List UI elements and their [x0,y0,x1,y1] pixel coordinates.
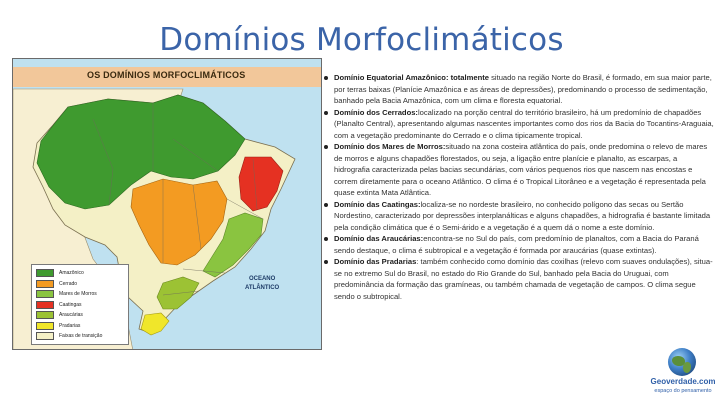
legend-swatch [36,290,54,298]
bullet-title: Domínio dos Cerrados: [334,107,418,117]
bullet-text: situado na região Norte do Brasil, é formado, em sua maior parte, por terras baixas (Planície Amazônica e as áreas de depressões), predominando o processo de sedimentação, banhado pela Bacia Amazônica, com um clima e floresta equatorial. [334,73,712,105]
legend-label: Araucárias [59,312,83,319]
bullet-amazonia [322,72,714,107]
domains-description-list [322,72,714,302]
legend-label: Mares de Morros [59,291,97,298]
legend-item [36,268,124,279]
logo-name: Geoverdade.com [650,377,716,386]
bullet-text: encontra-se no Sul do país, com predomínio de planaltos, com a Bacia do Paraná sendo destaque, o clima é subtropical e a vegetação é formada por araucárias (quase extintas). [334,234,699,255]
bullet-cerrados [322,107,714,142]
legend-item [36,300,124,311]
bullet-title: Domínio Equatorial Amazônico: totalmente [334,73,489,82]
bullet-dot-icon [324,111,328,115]
bullet-title: Domínio das Caatingas: [334,199,421,209]
globe-icon [668,348,696,376]
map-legend [31,264,129,345]
bullet-title: Domínio dos Mares de Morros: [334,142,446,151]
bullet-araucarias [322,233,714,256]
ocean-label-line1: OCEANO [248,276,276,282]
ocean-label [245,275,279,293]
bullet-title: Domínio das Pradarias [334,257,417,266]
legend-swatch [36,301,54,309]
legend-item [36,331,124,342]
bullet-text: localiza-se no nordeste brasileiro, no conhecido polígono das secas ou Sertão Nordestino, caracterizado por depressões interplanálticas e alguns chapadões, a hidrografia é bastante limitada pela condição climática que é o Semi-árido e a vegetação é a quem dá o nome a este domínio. [334,199,711,232]
bullet-mares-de-morros [322,141,714,199]
caatinga-region [239,157,283,211]
legend-label: Pradarias [59,322,81,329]
bullet-text: : também conhecido como domínio das coxilhas (relevo com suaves ondulações), situa-se no extremo Sul do Brasil, no estado do Rio Grande do Sul, banhado pela Bacia do Uruguai, com predominância da formação das gramíneas, ou também chamada de vegetação de campos. O clima segue sendo o subtropical. [334,257,713,301]
legend-label: Amazônico [59,270,84,277]
legend-item [36,279,124,290]
bullet-text: situado na zona costeira atlântica do país, onde predomina o relevo de mares de morros e alguns chapadões florestados, ou seja, a ligação entre planície e planalto, as escarpas, a hidrografia caracterizada pelas bacias secundárias, com vários pequenos rios que nascem nas encostas e correm diretamente para o oceano Atlântico. O clima é o Tropical Litorâneo e a vegetação é representada pela quase extinta Mata Atlântica. [334,142,708,197]
legend-swatch [36,269,54,277]
bullet-dot-icon [324,145,328,149]
legend-swatch [36,322,54,330]
bullet-dot-icon [324,260,328,264]
legend-item [36,310,124,321]
bullet-dot-icon [324,237,328,241]
bullet-caatingas [322,199,714,234]
bullet-dot-icon [324,76,328,80]
logo-tagline: espaço do pensamento [654,388,712,394]
legend-swatch [36,332,54,340]
legend-item [36,321,124,332]
bullet-title: Domínio das Araucárias: [334,234,424,243]
brazil-domains-map [12,58,322,350]
legend-swatch [36,280,54,288]
geoverdade-logo [648,348,718,400]
bullet-dot-icon [324,203,328,207]
legend-label: Caatingas [59,301,82,308]
bullet-text: localizado na porção central do território brasileiro, há um predomínio de chapadões (Planalto Central), apresentando algumas nascentes importantes como dos rios da Bacia do Tocantins-Araguaia, com a vegetação predominante do Cerrado e o clima tipicamente tropical. [334,107,714,140]
legend-label: Faixas de transição [59,333,103,340]
ocean-label-line2: ATLÂNTICO [245,285,280,291]
slide-title: Domínios Morfoclimáticos [159,22,564,58]
legend-label: Cerrado [59,280,78,287]
legend-swatch [36,311,54,319]
map-title: OS DOMÍNIOS MORFOCLIMÁTICOS [87,70,246,80]
bullet-pradarias [322,256,714,302]
legend-item [36,289,124,300]
